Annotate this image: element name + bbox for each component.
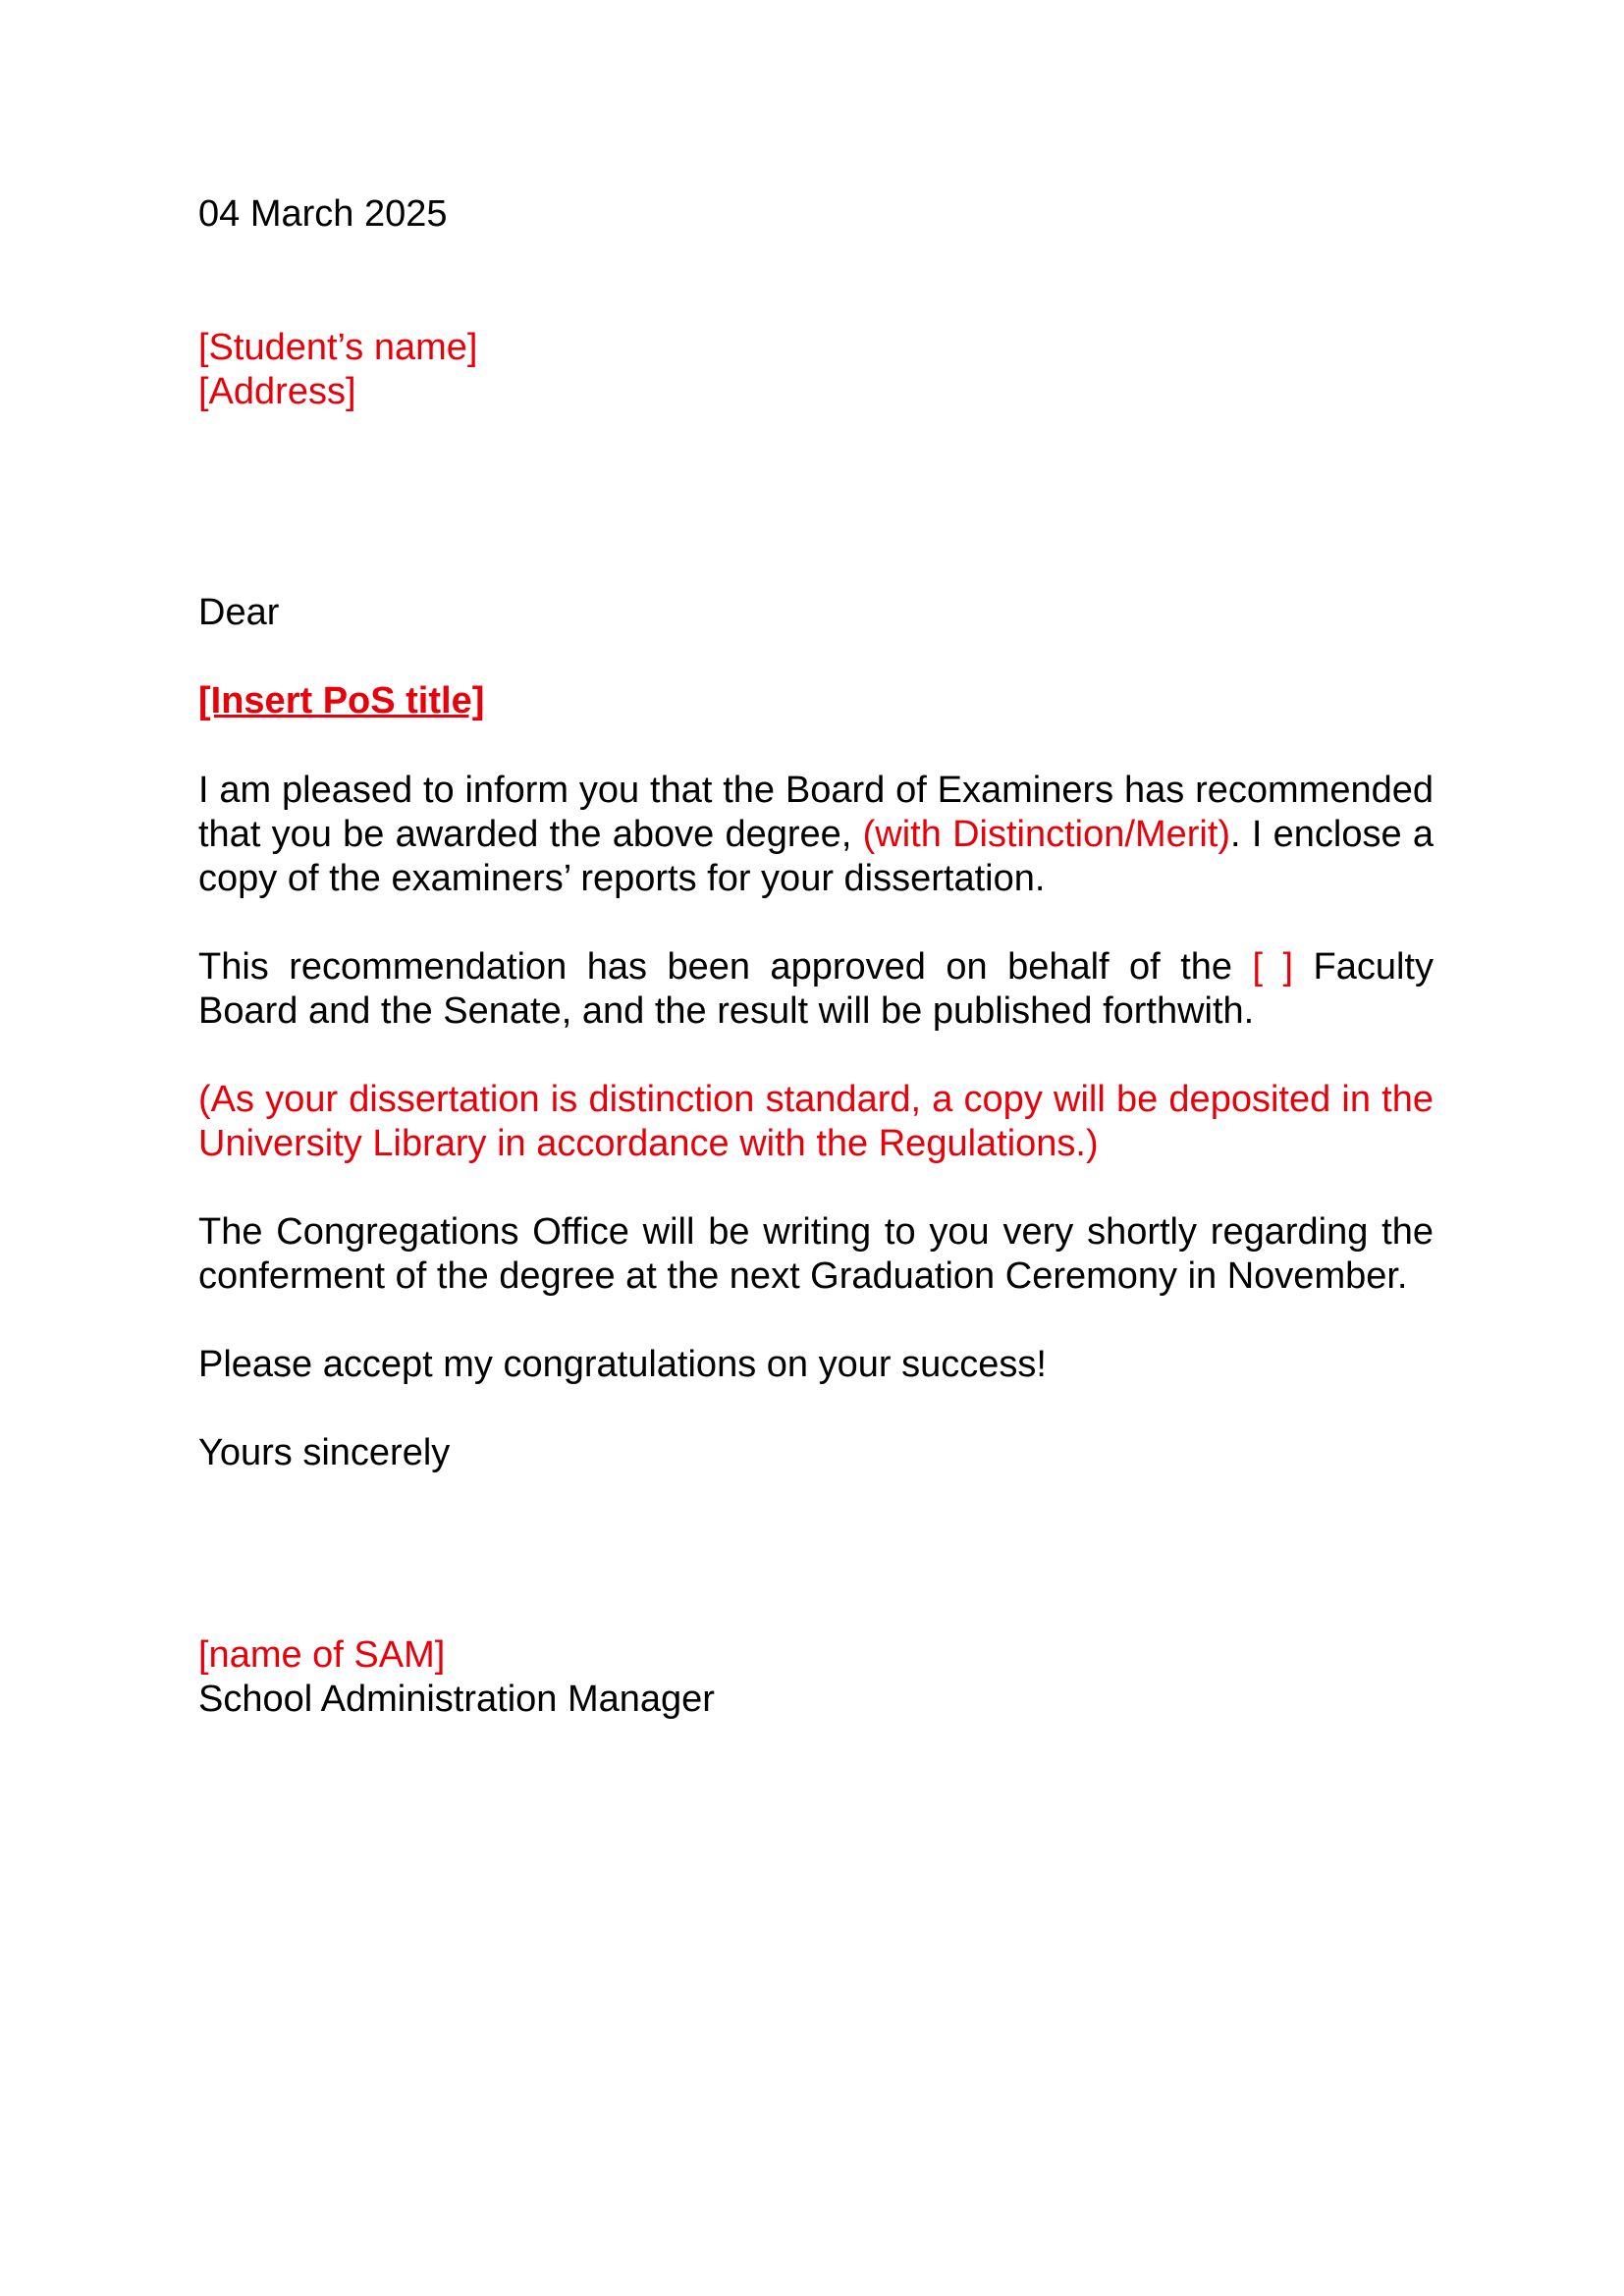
paragraph-approval bbox=[198, 945, 1434, 1034]
paragraph-award bbox=[198, 769, 1434, 901]
recipient-name: [Student’s name] bbox=[198, 327, 478, 368]
letter-page bbox=[198, 192, 1434, 1722]
signatory-name: [name of SAM] bbox=[198, 1634, 446, 1676]
recipient-block bbox=[198, 326, 1434, 414]
paragraph-award-text-a: I am pleased to inform you that the Board of Examiners has recommended that you be awarded the above degree, bbox=[198, 770, 1434, 855]
paragraph-library-deposit: (As your dissertation is distinction standard, a copy will be deposited in the University Library in accordance with the Regulations.) bbox=[198, 1079, 1434, 1164]
signatory-role: School Administration Manager bbox=[198, 1679, 715, 1720]
paragraph-approval-text-b: Faculty Board and the Senate, and the result will be published forthwith. bbox=[198, 946, 1434, 1032]
paragraph-award-text-b: . I enclose a copy of the examiners’ reports for your dissertation. bbox=[198, 814, 1435, 899]
paragraph-congratulations: Please accept my congratulations on your success! bbox=[198, 1344, 1047, 1385]
faculty-placeholder: [ ] bbox=[1252, 946, 1294, 988]
closing: Yours sincerely bbox=[198, 1432, 451, 1473]
salutation: Dear bbox=[198, 592, 280, 633]
pos-title: [Insert PoS title] bbox=[198, 680, 485, 721]
classification-placeholder: (with Distinction/Merit) bbox=[862, 814, 1231, 855]
signatory-block bbox=[198, 1633, 1434, 1722]
paragraph-congregations: The Congregations Office will be writing to you very shortly regarding the conferment of the degree at the next Graduation Ceremony in November. bbox=[198, 1211, 1434, 1297]
letter-date: 04 March 2025 bbox=[198, 193, 448, 235]
paragraph-approval-text-a: This recommendation has been approved on behalf of the bbox=[198, 946, 1253, 988]
recipient-address: [Address] bbox=[198, 371, 356, 412]
